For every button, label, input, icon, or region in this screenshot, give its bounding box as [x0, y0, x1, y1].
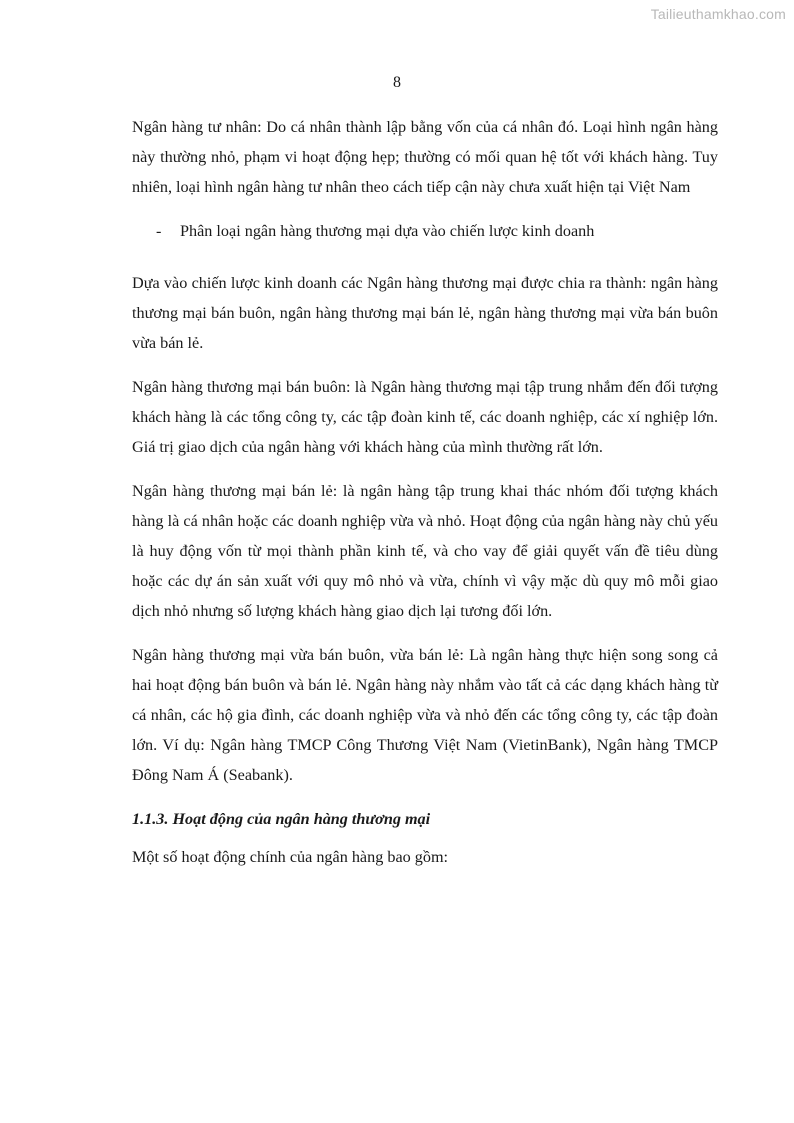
bullet-item	[156, 216, 718, 246]
paragraph-wholesale: Ngân hàng thương mại bán buôn: là Ngân hàng thương mại tập trung nhắm đến đối tượng khách hàng là các tổng công ty, các tập đoàn kinh tế, các doanh nghiệp, các xí nghiệp lớn. Giá trị giao dịch của ngân hàng với khách hàng của mình thường rất lớn.	[132, 378, 718, 456]
bullet-text: Phân loại ngân hàng thương mại dựa vào chiến lược kinh doanh	[180, 222, 595, 240]
paragraph-retail: Ngân hàng thương mại bán lẻ: là ngân hàng tập trung khai thác nhóm đối tượng khách hàng là cá nhân hoặc các doanh nghiệp vừa và nhỏ. Hoạt động của ngân hàng này chủ yếu là huy động vốn từ mọi thành phần kinh tế, và cho vay để giải quyết vấn đề tiêu dùng hoặc các dự án sản xuất với quy mô nhỏ và vừa, chính vì vậy mặc dù quy mô mỗi giao dịch nhỏ nhưng số lượng khách hàng giao dịch lại tương đối lớn.	[132, 482, 718, 620]
paragraph-mixed: Ngân hàng thương mại vừa bán buôn, vừa bán lẻ: Là ngân hàng thực hiện song song cả hai hoạt động bán buôn và bán lẻ. Ngân hàng này nhắm vào tất cả các dạng khách hàng từ cá nhân, các hộ gia đình, các doanh nghiệp vừa và nhỏ đến các tổng công ty, các tập đoàn lớn. Ví dụ: Ngân hàng TMCP Công Thương Việt Nam (VietinBank), Ngân hàng TMCP Đông Nam Á (Seabank).	[132, 646, 718, 784]
section-heading: 1.1.3. Hoạt động của ngân hàng thương mại	[132, 810, 431, 828]
page-number: 8	[393, 74, 401, 91]
document-body	[132, 112, 718, 886]
bullet-dash: -	[156, 222, 162, 240]
watermark: Tailieuthamkhao.com	[650, 6, 786, 22]
paragraph-activities-intro: Một số hoạt động chính của ngân hàng bao gồm:	[132, 848, 449, 866]
paragraph-private-bank: Ngân hàng tư nhân: Do cá nhân thành lập bằng vốn của cá nhân đó. Loại hình ngân hàng này thường nhỏ, phạm vi hoạt động hẹp; thường có mối quan hệ tốt với khách hàng. Tuy nhiên, loại hình ngân hàng tư nhân theo cách tiếp cận này chưa xuất hiện tại Việt Nam	[132, 118, 718, 196]
paragraph-strategy: Dựa vào chiến lược kinh doanh các Ngân hàng thương mại được chia ra thành: ngân hàng thương mại bán buôn, ngân hàng thương mại bán lẻ, ngân hàng thương mại vừa bán buôn vừa bán lẻ.	[132, 274, 718, 352]
